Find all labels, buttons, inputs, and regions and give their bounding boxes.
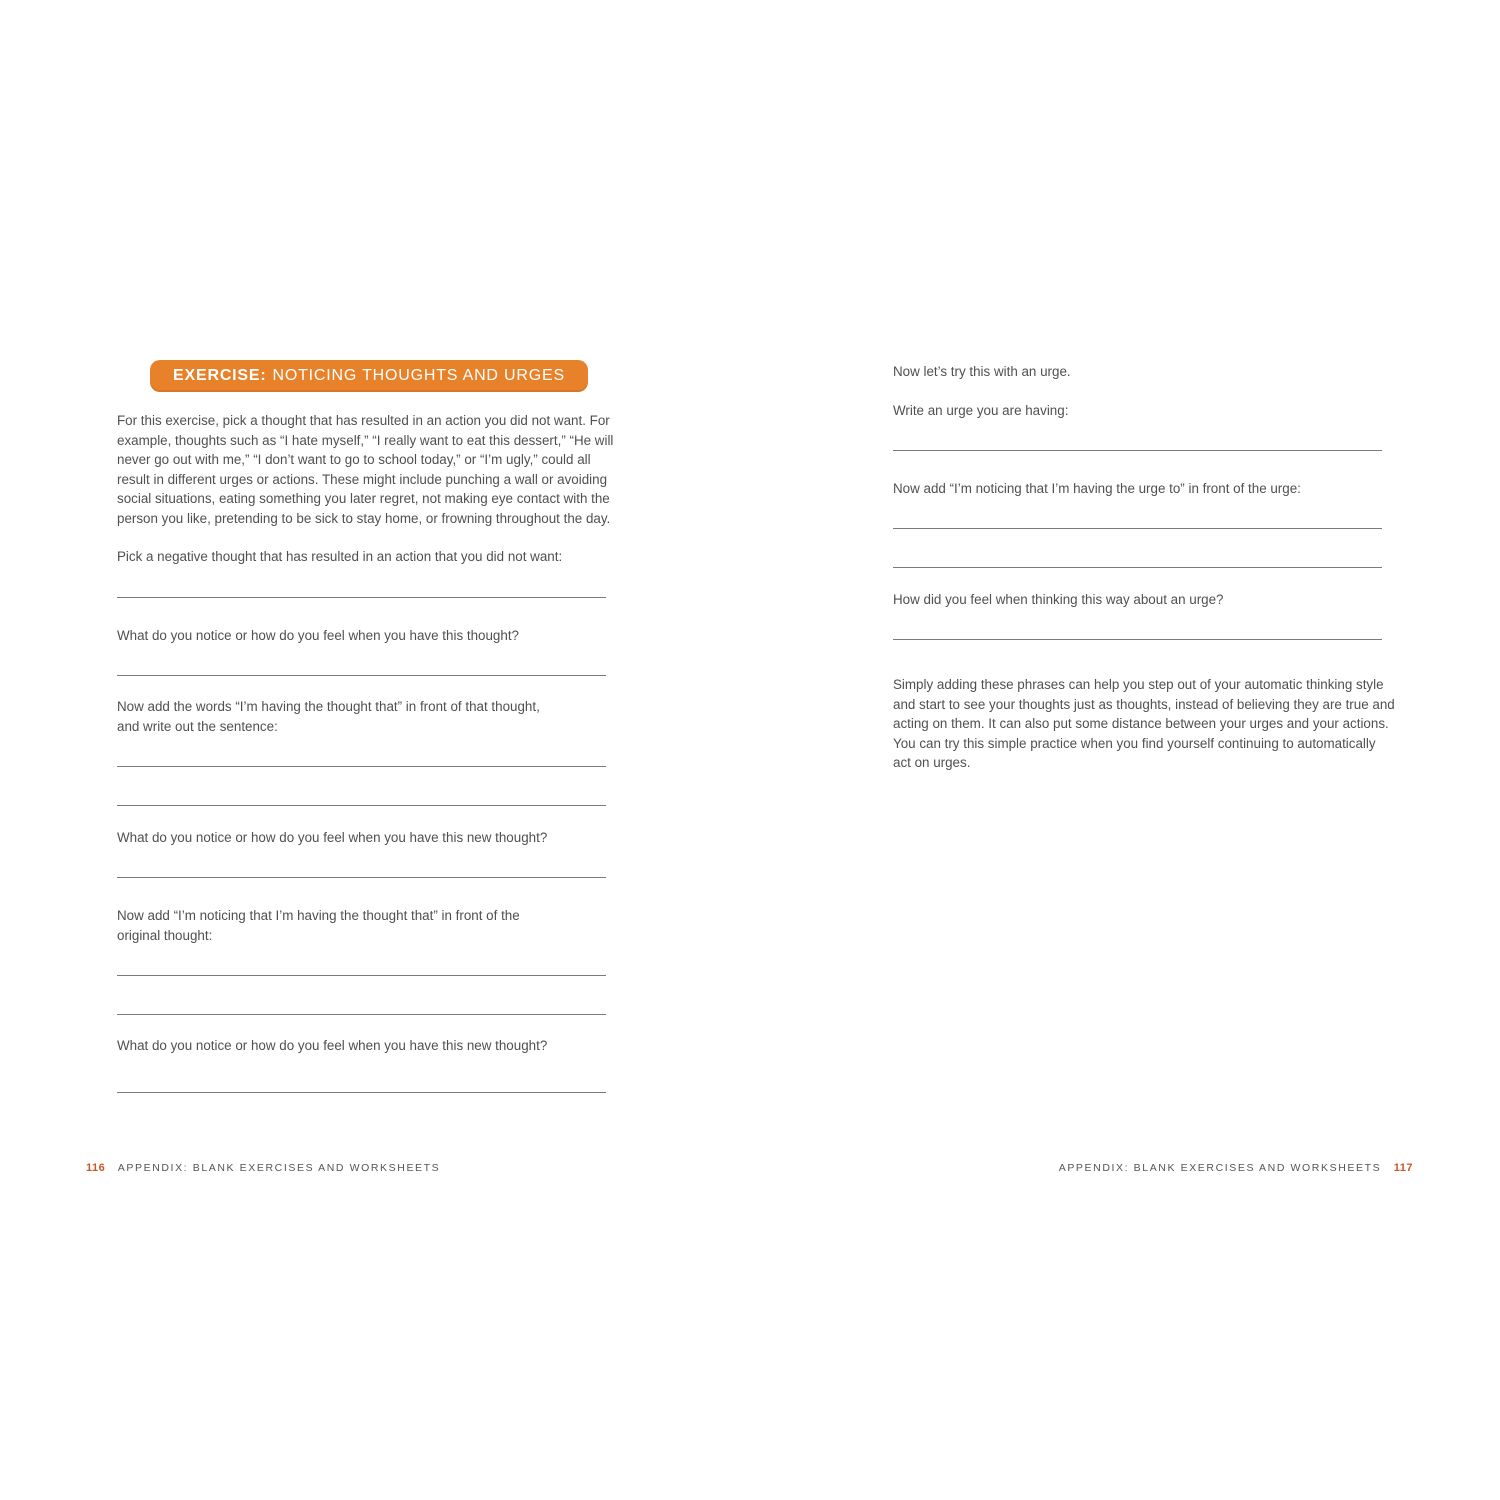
answer-line[interactable] <box>117 766 606 767</box>
prompt-having-thought: Now add the words “I’m having the thought that” in front of that thought, and write out the sentence: <box>117 699 540 734</box>
prompt-new-thought-feel: What do you notice or how do you feel when you have this new thought? <box>117 830 548 845</box>
exercise-banner <box>150 360 588 392</box>
answer-line[interactable] <box>893 567 1382 568</box>
prompt-negative-thought: Pick a negative thought that has resulted in an action that you did not want: <box>117 549 563 564</box>
answer-line[interactable] <box>117 805 606 806</box>
answer-line[interactable] <box>117 975 606 976</box>
banner-title: NOTICING THOUGHTS AND URGES <box>272 367 565 384</box>
answer-line[interactable] <box>117 1014 606 1015</box>
prompt-new-thought-feel-2: What do you notice or how do you feel when you have this new thought? <box>117 1038 548 1053</box>
answer-line[interactable] <box>117 597 606 598</box>
prompt-notice-feel: What do you notice or how do you feel when you have this thought? <box>117 628 519 643</box>
answer-line[interactable] <box>893 528 1382 529</box>
answer-line[interactable] <box>117 877 606 878</box>
prompt-noticing-urge: Now add “I’m noticing that I’m having the urge to” in front of the urge: <box>893 481 1301 496</box>
page-number: 117 <box>1393 1162 1413 1174</box>
closing-paragraph: Simply adding these phrases can help you step out of your automatic thinking style and start to see your thoughts just as thoughts, instead of believing they are true and acting on them. It can also put some distance between your urges and your actions. You can try this simple practice when you find yourself continuing to automatically act on urges. <box>893 677 1395 771</box>
right-footer <box>1059 1161 1413 1175</box>
intro-paragraph: For this exercise, pick a thought that has resulted in an action you did not want. For example, thoughts such as “I hate myself,” “I really want to eat this dessert,” “He will never go out with me,” “I don’t want to go to school today,” or “I’m ugly,” could all result in different urges or actions. These might include punching a wall or avoiding social situations, eating something you later regret, not making eye contact with the person you like, pretending to be sick to stay home, or frowning throughout the day. <box>117 413 614 526</box>
prompt-noticing-thought: Now add “I’m noticing that I’m having the thought that” in front of the original thought: <box>117 908 520 943</box>
running-head: APPENDIX: BLANK EXERCISES AND WORKSHEETS <box>1058 1162 1382 1174</box>
banner-lead: EXERCISE: <box>173 367 267 384</box>
urge-intro: Now let’s try this with an urge. <box>893 364 1071 379</box>
prompt-write-urge: Write an urge you are having: <box>893 403 1069 418</box>
page-number: 116 <box>86 1162 106 1174</box>
answer-line[interactable] <box>117 675 606 676</box>
running-head: APPENDIX: BLANK EXERCISES AND WORKSHEETS <box>117 1162 441 1174</box>
answer-line[interactable] <box>893 639 1382 640</box>
answer-line[interactable] <box>117 1092 606 1093</box>
answer-line[interactable] <box>893 450 1382 451</box>
left-footer <box>86 1161 440 1175</box>
prompt-urge-feel: How did you feel when thinking this way about an urge? <box>893 592 1224 607</box>
